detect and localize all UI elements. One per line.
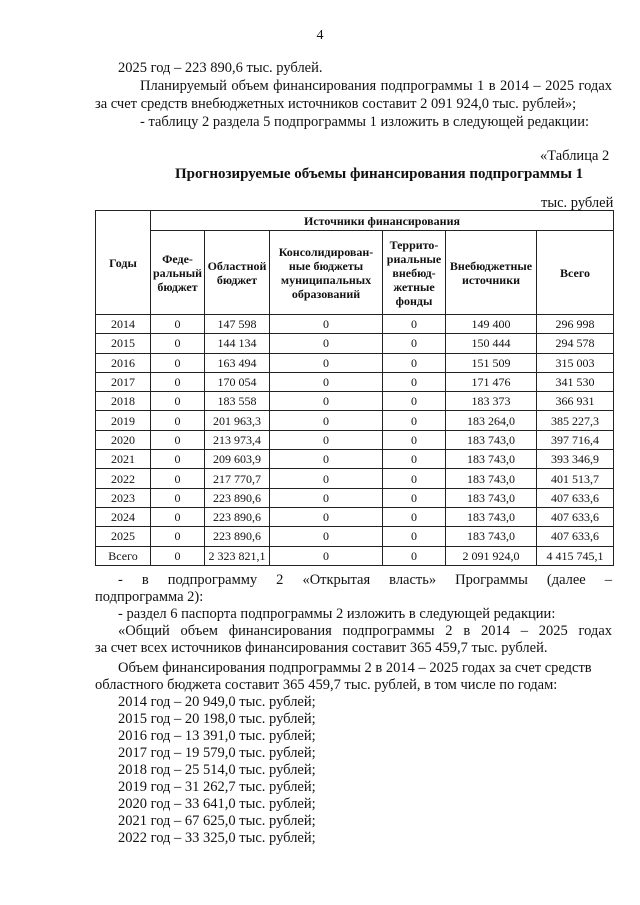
cell-territorial: 0 [383,411,446,430]
year-line: 2017 год – 19 579,0 тыс. рублей; [118,745,316,761]
cell-extrabudgetary: 171 476 [446,372,537,391]
cell-total: 296 998 [537,315,614,334]
cell-federal: 0 [151,411,205,430]
cell-territorial: 0 [383,527,446,546]
year-line: 2020 год – 33 641,0 тыс. рублей; [118,796,316,812]
cell-territorial: 0 [383,546,446,565]
cell-territorial: 0 [383,488,446,507]
cell-territorial: 0 [383,315,446,334]
cell-regional: 223 890,6 [205,527,270,546]
cell-year: 2016 [96,353,151,372]
cell-extrabudgetary: 151 509 [446,353,537,372]
table-row [96,353,614,372]
paragraph-line: за счет средств внебюджетных источников составит 2 091 924,0 тыс. рублей»; [95,96,577,112]
year-line: 2018 год – 25 514,0 тыс. рублей; [118,762,316,778]
table-row [96,488,614,507]
cell-total: 366 931 [537,392,614,411]
cell-total: 315 003 [537,353,614,372]
paragraph-line: - таблицу 2 раздела 5 подпрограммы 1 изложить в следующей редакции: [140,114,589,130]
cell-federal: 0 [151,450,205,469]
header-years: Годы [96,211,151,315]
cell-federal: 0 [151,315,205,334]
cell-federal: 0 [151,527,205,546]
cell-year: 2017 [96,372,151,391]
table-row-total [96,546,614,565]
cell-municipal: 0 [270,450,383,469]
cell-total: 393 346,9 [537,450,614,469]
cell-regional: 223 890,6 [205,488,270,507]
cell-municipal: 0 [270,469,383,488]
cell-extrabudgetary: 183 743,0 [446,450,537,469]
cell-year: 2021 [96,450,151,469]
paragraph-line: - раздел 6 паспорта подпрограммы 2 изложить в следующей редакции: [118,606,556,622]
cell-regional: 217 770,7 [205,469,270,488]
cell-territorial: 0 [383,392,446,411]
cell-municipal: 0 [270,488,383,507]
paragraph-line: «Общий объем финансирования подпрограммы 2 в 2014 – 2025 годах [118,623,612,639]
cell-year: 2025 [96,527,151,546]
cell-extrabudgetary: 183 743,0 [446,507,537,526]
paragraph-line: 2025 год – 223 890,6 тыс. рублей. [118,60,323,76]
header-regional: Областной бюджет [205,231,270,315]
cell-extrabudgetary: 183 373 [446,392,537,411]
cell-total: 385 227,3 [537,411,614,430]
cell-municipal: 0 [270,372,383,391]
cell-year: 2015 [96,334,151,353]
header-extrabudgetary: Внебюджетные источники [446,231,537,315]
table-row [96,315,614,334]
cell-year: 2020 [96,430,151,449]
cell-territorial: 0 [383,450,446,469]
paragraph-line: за счет всех источников финансирования составит 365 459,7 тыс. рублей. [95,640,548,656]
cell-year: 2019 [96,411,151,430]
header-territorial-funds: Террито-риальные внебюд-жетные фонды [383,231,446,315]
cell-territorial: 0 [383,507,446,526]
cell-regional: 183 558 [205,392,270,411]
cell-federal: 0 [151,488,205,507]
table-row [96,527,614,546]
cell-total: 4 415 745,1 [537,546,614,565]
cell-regional: 147 598 [205,315,270,334]
cell-year: 2014 [96,315,151,334]
year-line: 2016 год – 13 391,0 тыс. рублей; [118,728,316,744]
cell-year: 2022 [96,469,151,488]
cell-federal: 0 [151,546,205,565]
cell-municipal: 0 [270,392,383,411]
cell-regional: 163 494 [205,353,270,372]
table-row [96,334,614,353]
cell-regional: 144 134 [205,334,270,353]
units-label: тыс. рублей [541,195,614,211]
cell-total: 397 716,4 [537,430,614,449]
cell-year: 2024 [96,507,151,526]
table-label: «Таблица 2 [540,148,610,164]
year-line: 2022 год – 33 325,0 тыс. рублей; [118,830,316,846]
cell-extrabudgetary: 183 743,0 [446,488,537,507]
financing-table [95,210,614,566]
cell-municipal: 0 [270,334,383,353]
cell-federal: 0 [151,334,205,353]
year-line: 2021 год – 67 625,0 тыс. рублей; [118,813,316,829]
cell-regional: 170 054 [205,372,270,391]
table-row [96,469,614,488]
cell-municipal: 0 [270,527,383,546]
header-total: Всего [537,231,614,315]
cell-territorial: 0 [383,334,446,353]
cell-total: 294 578 [537,334,614,353]
cell-municipal: 0 [270,353,383,372]
cell-federal: 0 [151,372,205,391]
cell-year: Всего [96,546,151,565]
year-line: 2019 год – 31 262,7 тыс. рублей; [118,779,316,795]
cell-municipal: 0 [270,430,383,449]
cell-extrabudgetary: 183 743,0 [446,430,537,449]
cell-extrabudgetary: 150 444 [446,334,537,353]
table-row [96,507,614,526]
header-federal: Феде-ральный бюджет [151,231,205,315]
page-number: 4 [316,28,324,43]
cell-extrabudgetary: 2 091 924,0 [446,546,537,565]
cell-regional: 209 603,9 [205,450,270,469]
cell-territorial: 0 [383,430,446,449]
year-line: 2015 год – 20 198,0 тыс. рублей; [118,711,316,727]
header-sources-group: Источники финансирования [151,211,614,231]
cell-total: 341 530 [537,372,614,391]
table-row [96,450,614,469]
cell-territorial: 0 [383,372,446,391]
cell-extrabudgetary: 183 743,0 [446,469,537,488]
cell-total: 407 633,6 [537,488,614,507]
cell-regional: 201 963,3 [205,411,270,430]
cell-federal: 0 [151,392,205,411]
cell-municipal: 0 [270,411,383,430]
cell-territorial: 0 [383,353,446,372]
paragraph-line: подпрограмма 2): [95,589,204,605]
cell-regional: 223 890,6 [205,507,270,526]
cell-total: 407 633,6 [537,507,614,526]
cell-federal: 0 [151,507,205,526]
table-title: Прогнозируемые объемы финансирования подпрограммы 1 [175,166,584,182]
paragraph-line: - в подпрограмму 2 «Открытая власть» Программы (далее – [118,572,612,588]
cell-territorial: 0 [383,469,446,488]
paragraph-line: областного бюджета составит 365 459,7 тыс. рублей, в том числе по годам: [95,677,558,693]
header-municipal: Консолидирован-ные бюджеты муниципальных образований [270,231,383,315]
cell-year: 2023 [96,488,151,507]
cell-total: 401 513,7 [537,469,614,488]
table-row [96,430,614,449]
table-row [96,372,614,391]
table-row [96,411,614,430]
cell-extrabudgetary: 183 264,0 [446,411,537,430]
cell-federal: 0 [151,353,205,372]
cell-extrabudgetary: 149 400 [446,315,537,334]
cell-total: 407 633,6 [537,527,614,546]
table-row [96,392,614,411]
cell-year: 2018 [96,392,151,411]
cell-federal: 0 [151,469,205,488]
paragraph-line: Объем финансирования подпрограммы 2 в 2014 – 2025 годах за счет средств [118,660,592,676]
cell-municipal: 0 [270,546,383,565]
cell-extrabudgetary: 183 743,0 [446,527,537,546]
cell-regional: 2 323 821,1 [205,546,270,565]
year-line: 2014 год – 20 949,0 тыс. рублей; [118,694,316,710]
cell-municipal: 0 [270,315,383,334]
cell-regional: 213 973,4 [205,430,270,449]
cell-municipal: 0 [270,507,383,526]
paragraph-line: Планируемый объем финансирования подпрограммы 1 в 2014 – 2025 годах [140,78,612,94]
cell-federal: 0 [151,430,205,449]
